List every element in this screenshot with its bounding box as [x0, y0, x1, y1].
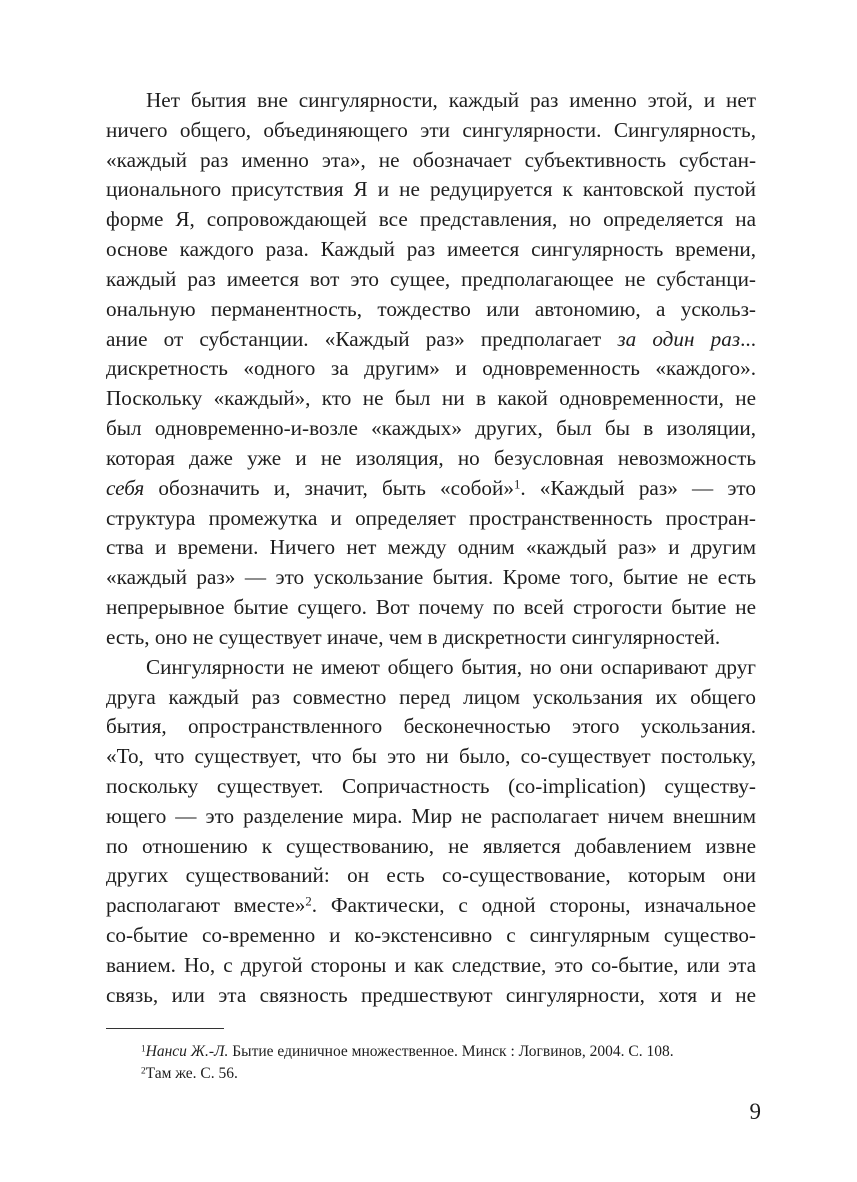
text-span: есть, оно не существует иначе, чем в дискретности сингулярностей.: [106, 625, 721, 649]
text-span: Нет бытия вне сингулярности, каждый раз именно этой, и нет: [146, 88, 756, 112]
footnote-text: Там же. С. 56.: [145, 1065, 238, 1082]
text-span: ционального присутствия Я и не редуцируется к кантовской пустой: [106, 177, 756, 201]
footnote-2: [141, 1064, 238, 1084]
text-span: бытия, опространствленного бесконечностью этого ускользания.: [106, 714, 756, 738]
text-span: был одновременно-и-возле «каждых» других, был бы в изоляции,: [106, 416, 756, 440]
text-line: [106, 862, 756, 888]
text-span: ...: [740, 327, 756, 351]
italic-phrase: за один раз: [617, 327, 741, 351]
text-span: поскольку существует. Сопричастность (co-implication) существу-: [106, 774, 756, 798]
footnote-text: Бытие единичное множественное. Минск : Логвинов, 2004. С. 108.: [228, 1043, 674, 1060]
text-span: располагают вместе»: [106, 893, 306, 917]
footnote-author: Нанси Ж.-Л.: [145, 1043, 229, 1060]
text-line: [106, 296, 756, 322]
text-span: ющего — это разделение мира. Мир не располагает ничем внешним: [106, 804, 756, 828]
text-line: [106, 564, 756, 590]
footnote-mark: 1: [141, 1044, 146, 1055]
text-line: [106, 355, 756, 381]
text-line: [106, 326, 756, 352]
text-line: [106, 534, 756, 560]
page-number: 9: [749, 1099, 761, 1124]
text-line: [106, 803, 756, 829]
text-span: . «Каждый раз» — это: [520, 476, 756, 500]
text-span: друга каждый раз совместно перед лицом ускользания их общего: [106, 685, 756, 709]
text-line: [106, 892, 756, 918]
text-span: связь, или эта связность предшествуют сингулярности, хотя и не: [106, 983, 756, 1007]
text-line: [106, 385, 756, 411]
text-span: «То, что существует, что бы это ни было, со-существует постольку,: [106, 744, 756, 768]
text-line: [106, 176, 756, 202]
text-line: [106, 982, 756, 1008]
text-line: [106, 684, 756, 710]
text-span: которая даже уже и не изоляция, но безусловная невозможность: [106, 446, 756, 470]
text-span: Поскольку «каждый», кто не был ни в какой одновременности, не: [106, 386, 756, 410]
text-span: со-бытие со-временно и ко-экстенсивно с сингулярным существо-: [106, 923, 756, 947]
text-line: [106, 594, 756, 620]
text-line: [106, 833, 756, 859]
text-span: ства и времени. Ничего нет между одним «каждый раз» и другим: [106, 535, 756, 559]
text-line: [106, 445, 756, 471]
text-span: по отношению к существованию, не является добавлением извне: [106, 834, 756, 858]
text-span: непрерывное бытие сущего. Вот почему по всей строгости бытие не: [106, 595, 756, 619]
text-line: [106, 266, 756, 292]
text-line: [106, 713, 756, 739]
footnote-ref-2: 2: [305, 894, 312, 909]
text-line: [106, 206, 756, 232]
text-span: ничего общего, объединяющего эти сингулярности. Сингулярность,: [106, 118, 756, 142]
text-span: «каждый раз именно эта», не обозначает субъективность субстан-: [106, 148, 756, 172]
text-line: [106, 624, 756, 650]
text-span: основе каждого раза. Каждый раз имеется сингулярность времени,: [106, 237, 756, 261]
text-line: [106, 952, 756, 978]
text-line: [106, 922, 756, 948]
text-line: [146, 654, 756, 680]
text-line: [106, 475, 756, 501]
text-line: [106, 117, 756, 143]
text-span: дискретность «одного за другим» и одновременность «каждого».: [106, 356, 756, 380]
italic-phrase: себя: [106, 476, 145, 500]
text-line: [106, 415, 756, 441]
text-line: [106, 236, 756, 262]
text-span: Сингулярности не имеют общего бытия, но они оспаривают друг: [146, 655, 756, 679]
text-line: [146, 87, 756, 113]
text-line: [106, 743, 756, 769]
text-span: обозначить и, значит, быть «собой»: [144, 476, 514, 500]
text-span: ванием. Но, с другой стороны и как следствие, это со-бытие, или эта: [106, 953, 756, 977]
footnote-divider: [106, 1028, 224, 1029]
footnote-mark: 2: [141, 1066, 146, 1077]
text-line: [106, 773, 756, 799]
text-span: структура промежутка и определяет пространственность простран-: [106, 506, 756, 530]
text-span: других существований: он есть со-существование, которым они: [106, 863, 756, 887]
text-span: ание от субстанции. «Каждый раз» предполагает: [106, 327, 618, 351]
footnote-1: [141, 1042, 674, 1062]
text-span: каждый раз имеется вот это сущее, предполагающее не субстанци-: [106, 267, 756, 291]
footnote-ref-1: 1: [513, 477, 521, 492]
text-span: . Фактически, с одной стороны, изначальное: [311, 893, 756, 917]
text-span: форме Я, сопровождающей все представления, но определяется на: [106, 207, 756, 231]
text-line: [106, 505, 756, 531]
text-line: [106, 147, 756, 173]
text-span: ональную перманентность, тождество или автономию, а ускольз-: [106, 297, 756, 321]
text-span: «каждый раз» — это ускользание бытия. Кроме того, бытие не есть: [106, 565, 756, 589]
